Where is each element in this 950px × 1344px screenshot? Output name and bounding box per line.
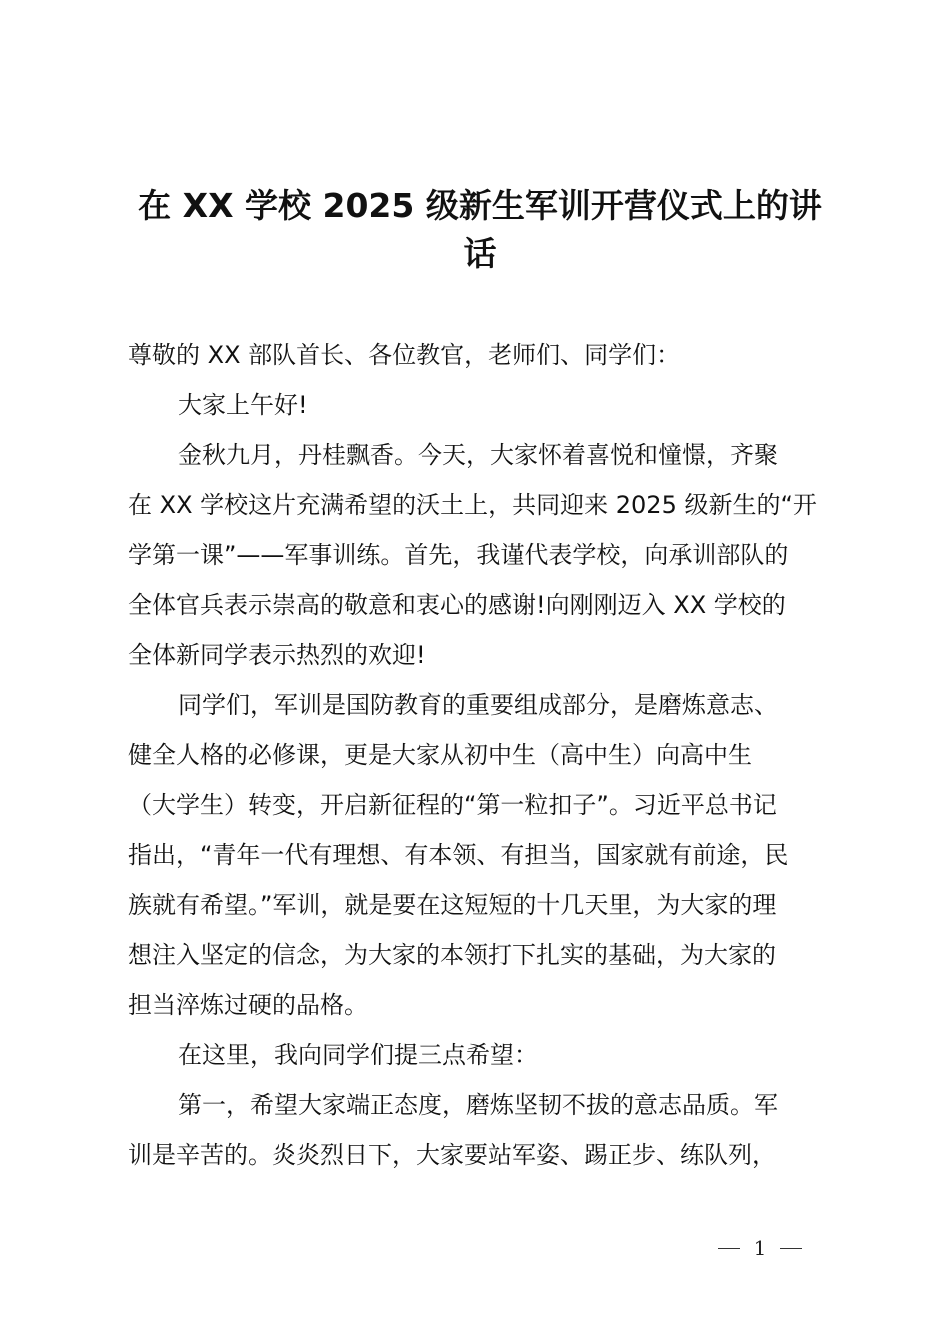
paragraph-line: （大学生）转变，开启新征程的“第一粒扣子”。习近平总书记 <box>128 791 777 819</box>
paragraph-line: 学第一课”——军事训练。首先，我谨代表学校，向承训部队的 <box>128 541 789 569</box>
paragraph-line: 全体新同学表示热烈的欢迎! <box>128 641 426 669</box>
paragraph-line: 担当淬炼过硬的品格。 <box>128 991 368 1019</box>
paragraph-line: 金秋九月，丹桂飘香。今天，大家怀着喜悦和憧憬，齐聚 <box>178 441 778 469</box>
paragraph-opening <box>128 430 838 680</box>
title-line-2: 话 <box>463 234 497 273</box>
document-body <box>128 330 838 1180</box>
paragraph-line: 第一，希望大家端正态度，磨炼坚韧不拔的意志品质。军 <box>178 1091 778 1119</box>
paragraph-line: 族就有希望。”军训，就是要在这短短的十几天里，为大家的理 <box>128 891 777 919</box>
paragraph-line: 在 XX 学校这片充满希望的沃土上，共同迎来 2025 级新生的“开 <box>128 491 817 519</box>
paragraph-line: 全体官兵表示崇高的敬意和衷心的感谢!向刚刚迈入 XX 学校的 <box>128 591 786 619</box>
paragraph-line: 大家上午好! <box>178 391 308 419</box>
right-dash-decoration <box>780 1248 802 1249</box>
salutation: 尊敬的 XX 部队首长、各位教官，老师们、同学们： <box>128 341 681 369</box>
paragraph-significance <box>128 680 838 1030</box>
paragraph-greeting <box>128 380 838 430</box>
page-number: 1 <box>753 1236 767 1260</box>
left-dash-decoration <box>718 1248 740 1249</box>
paragraph-line: 指出，“青年一代有理想、有本领、有担当，国家就有前途，民 <box>128 841 789 869</box>
document-title <box>128 182 832 278</box>
paragraph-line: 想注入坚定的信念，为大家的本领打下扎实的基础，为大家的 <box>128 941 776 969</box>
page-number-footer <box>718 1236 802 1260</box>
paragraph-line: 训是辛苦的。炎炎烈日下，大家要站军姿、踢正步、练队列， <box>128 1141 776 1169</box>
paragraph-first-hope <box>128 1080 838 1180</box>
title-line-1: 在 XX 学校 2025 级新生军训开营仪式上的讲 <box>138 186 822 225</box>
paragraph-line: 在这里，我向同学们提三点希望： <box>178 1041 538 1069</box>
paragraph-line: 同学们，军训是国防教育的重要组成部分，是磨炼意志、 <box>178 691 778 719</box>
paragraph-three-hopes-intro <box>128 1030 838 1080</box>
paragraph-line: 健全人格的必修课，更是大家从初中生（高中生）向高中生 <box>128 741 752 769</box>
